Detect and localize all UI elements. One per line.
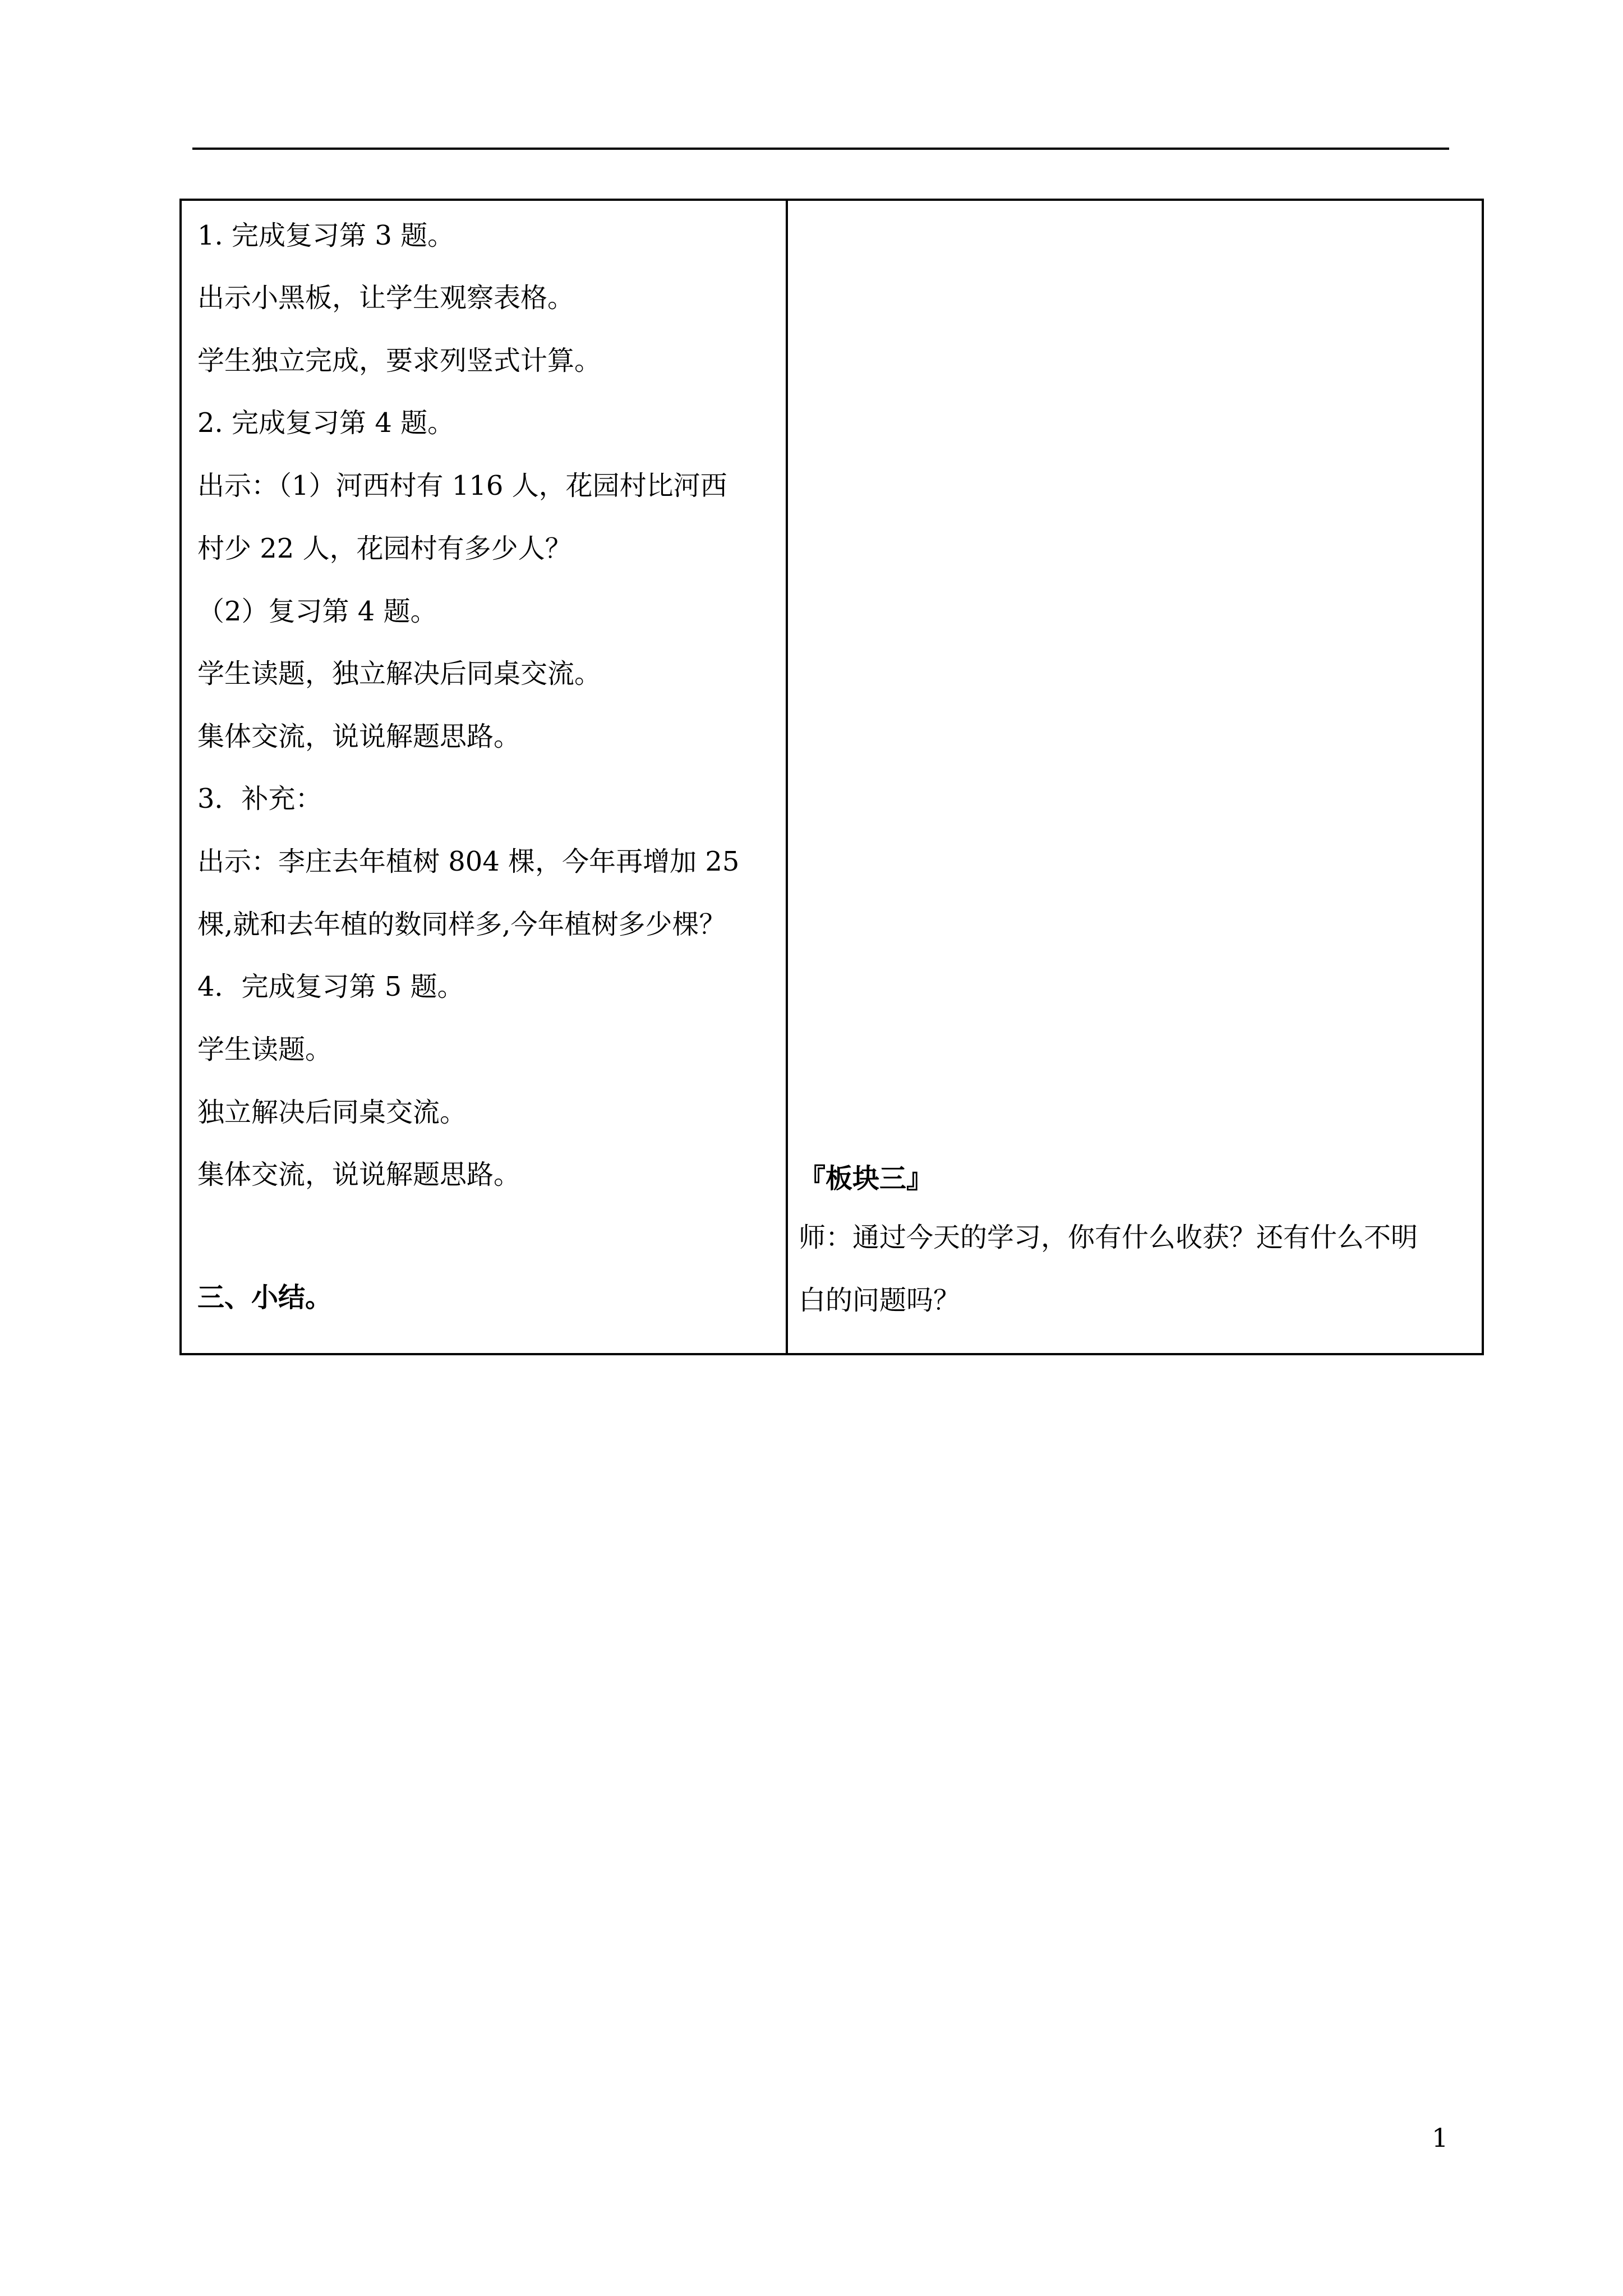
page-number: 1 bbox=[1432, 2123, 1449, 2153]
step-line: 出示小黑板，让学生观察表格。 bbox=[197, 282, 575, 314]
step-line: 学生读题。 bbox=[197, 1034, 333, 1065]
column-divider bbox=[786, 201, 788, 1353]
step-line: 村少 22 人，花园村有多少人？ bbox=[197, 533, 572, 564]
step-line: 集体交流，说说解题思路。 bbox=[197, 721, 521, 752]
teacher-line: 师：通过今天的学习，你有什么收获？还有什么不明 bbox=[799, 1222, 1418, 1253]
step-line: 出示：（1）河西村有 116 人，花园村比河西 bbox=[197, 470, 727, 501]
step-line: 学生独立完成，要求列竖式计算。 bbox=[197, 345, 602, 376]
step-line: 棵,就和去年植的数同样多,今年植树多少棵？ bbox=[197, 909, 726, 940]
section-heading: 『板块三』 bbox=[799, 1163, 934, 1194]
step-line: （2）复习第 4 题。 bbox=[197, 596, 437, 627]
step-line: 1. 完成复习第 3 题。 bbox=[197, 220, 455, 251]
step-line: 集体交流，说说解题思路。 bbox=[197, 1159, 521, 1190]
header-rule bbox=[192, 148, 1449, 150]
step-line: 4．完成复习第 5 题。 bbox=[197, 971, 464, 1002]
teacher-line: 白的问题吗？ bbox=[799, 1285, 961, 1316]
step-line: 学生读题，独立解决后同桌交流。 bbox=[197, 658, 602, 689]
step-line: 3．补充： bbox=[197, 783, 322, 815]
summary-heading: 三、小结。 bbox=[197, 1282, 333, 1313]
step-line: 独立解决后同桌交流。 bbox=[197, 1097, 467, 1128]
step-line: 2. 完成复习第 4 题。 bbox=[197, 407, 455, 439]
lesson-table bbox=[179, 199, 1484, 1355]
step-line: 出示：李庄去年植树 804 棵，今年再增加 25 bbox=[197, 846, 740, 877]
